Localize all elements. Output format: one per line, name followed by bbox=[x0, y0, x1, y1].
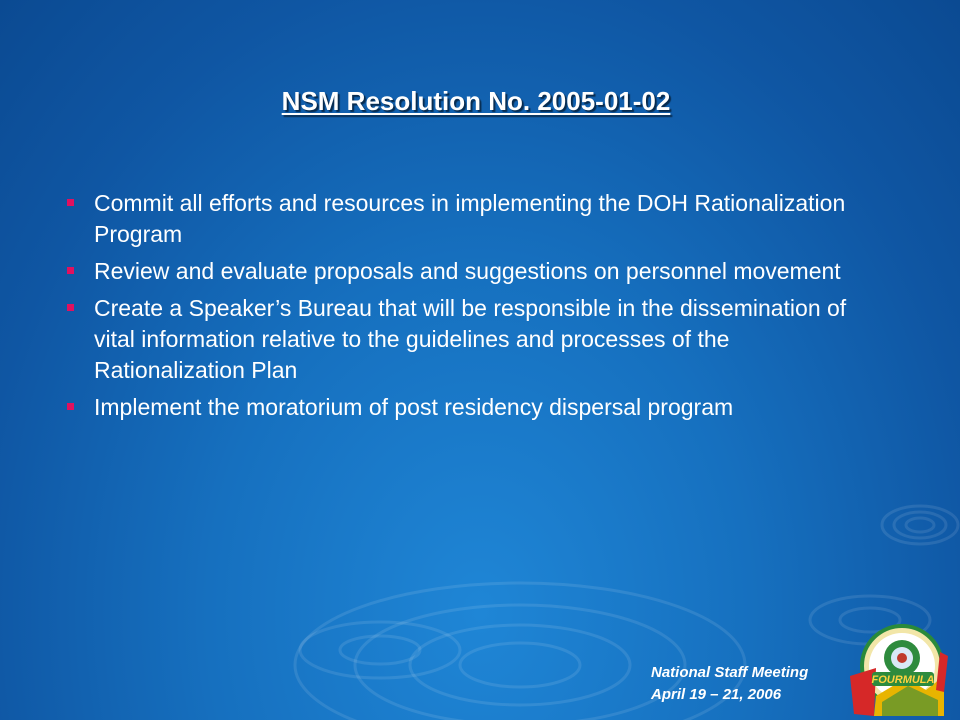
bullet-square-icon bbox=[67, 403, 74, 410]
footer-caption bbox=[651, 662, 808, 706]
list-item bbox=[58, 256, 878, 287]
bullet-list bbox=[58, 188, 878, 429]
bullet-square-icon bbox=[67, 267, 74, 274]
list-item bbox=[58, 293, 878, 386]
bullet-text: Create a Speaker’s Bureau that will be responsible in the dissemination of vital information relative to the guidelines and processes of the Rationalization Plan bbox=[94, 295, 847, 383]
footer-date: April 19 – 21, 2006 bbox=[651, 686, 782, 703]
slide-title: NSM Resolution No. 2005-01-02 bbox=[281, 86, 671, 116]
bullet-text: Commit all efforts and resources in implementing the DOH Rationalization Program bbox=[94, 190, 846, 247]
svg-text:FOURMULA: FOURMULA bbox=[871, 674, 935, 686]
bullet-square-icon bbox=[67, 304, 74, 311]
bullet-square-icon bbox=[67, 199, 74, 206]
list-item bbox=[58, 188, 878, 250]
bullet-text: Implement the moratorium of post residency dispersal program bbox=[94, 394, 734, 420]
fourmula-for-health-logo bbox=[846, 616, 950, 720]
footer-event: National Staff Meeting bbox=[651, 664, 809, 681]
list-item bbox=[58, 392, 878, 423]
bullet-text: Review and evaluate proposals and suggestions on personnel movement bbox=[94, 258, 841, 284]
